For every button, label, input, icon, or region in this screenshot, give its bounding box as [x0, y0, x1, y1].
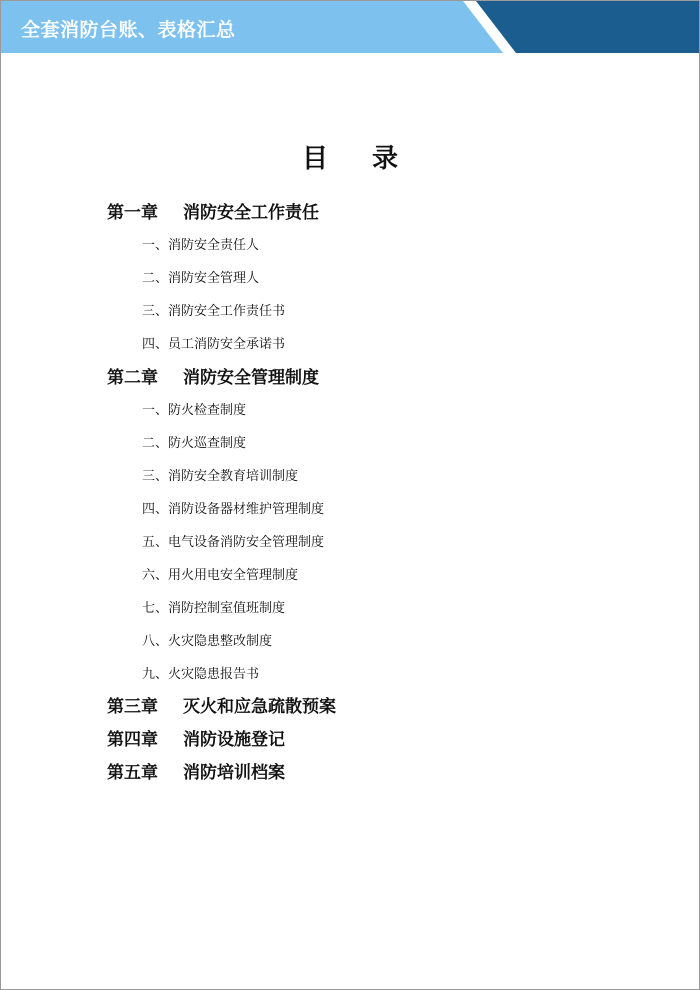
toc-item: 七、消防控制室值班制度 [142, 601, 286, 616]
toc-item: 三、消防安全工作责任书 [142, 304, 286, 319]
toc-item: 四、消防设备器材维护管理制度 [142, 502, 325, 517]
chapter-title: 消防安全管理制度 [183, 368, 319, 388]
chapter-title: 灭火和应急疏散预案 [183, 697, 336, 717]
toc-item: 二、防火巡查制度 [142, 436, 247, 451]
toc-item: 四、员工消防安全承诺书 [142, 337, 286, 352]
chapter-title: 消防设施登记 [183, 730, 285, 750]
toc-item: 三、消防安全教育培训制度 [142, 469, 299, 484]
toc-item: 一、消防安全责任人 [142, 238, 260, 253]
toc-chapter [107, 198, 319, 223]
toc-item: 八、火灾隐患整改制度 [142, 634, 273, 649]
chapter-title: 消防培训档案 [183, 763, 285, 783]
toc-item: 二、消防安全管理人 [142, 271, 260, 286]
toc-chapter [107, 692, 336, 717]
chapter-number: 第一章 [107, 203, 158, 223]
toc-title-right: 录 [372, 144, 399, 174]
toc-chapter [107, 363, 319, 388]
header-banner [1, 1, 699, 53]
toc-item: 五、电气设备消防安全管理制度 [142, 535, 325, 550]
toc-chapter [107, 758, 285, 783]
toc-chapter [107, 725, 285, 750]
chapter-number: 第三章 [107, 697, 158, 717]
banner-title: 全套消防台账、表格汇总 [21, 19, 236, 41]
toc-title [1, 138, 699, 175]
chapter-number: 第五章 [107, 763, 158, 783]
toc-item: 六、用火用电安全管理制度 [142, 568, 299, 583]
toc-item: 九、火灾隐患报告书 [142, 667, 260, 682]
chapter-title: 消防安全工作责任 [183, 203, 319, 223]
toc-title-left: 目 [301, 144, 328, 174]
toc-item: 一、防火检查制度 [142, 403, 247, 418]
chapter-number: 第二章 [107, 368, 158, 388]
chapter-number: 第四章 [107, 730, 158, 750]
